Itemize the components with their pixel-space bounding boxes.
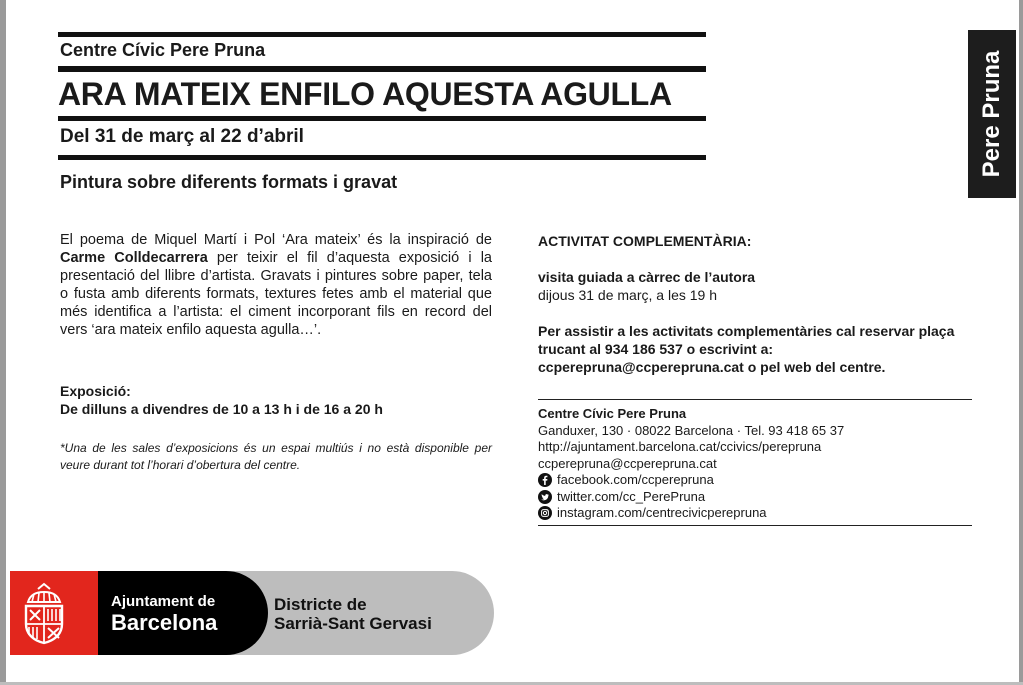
exhibition-label: Exposició: bbox=[60, 383, 131, 399]
side-tab-label: Pere Pruna bbox=[978, 50, 1005, 178]
instagram-icon bbox=[538, 506, 552, 520]
facebook-icon bbox=[538, 473, 552, 487]
district-line1: Districte de bbox=[274, 595, 367, 614]
contact-name: Centre Cívic Pere Pruna bbox=[538, 406, 687, 421]
visit-when: dijous 31 de març, a les 19 h bbox=[538, 287, 717, 303]
exhibition-note: *Una de les sales d’exposicions és un espai multiús i no està disponible per veure durant tot l’horari d’obertura del centre. bbox=[60, 441, 492, 472]
district-line2: Sarrià-Sant Gervasi bbox=[274, 614, 432, 633]
contact-address: Ganduxer, 130 · 08022 Barcelona · Tel. 93 418 65 37 bbox=[538, 422, 845, 438]
header-rule-dates-bottom bbox=[58, 155, 706, 160]
description-paragraph bbox=[60, 231, 492, 339]
side-tab bbox=[968, 30, 1016, 198]
instagram-row[interactable] bbox=[538, 505, 972, 522]
twitter-row[interactable] bbox=[538, 489, 972, 506]
twitter-icon bbox=[538, 490, 552, 504]
facebook-row[interactable] bbox=[538, 472, 972, 489]
barcelona-shield-icon bbox=[22, 580, 66, 646]
header-rule-top bbox=[58, 32, 706, 37]
exhibition-dates: Del 31 de març al 22 d’abril bbox=[60, 126, 304, 147]
header-rule-title-bottom bbox=[58, 116, 706, 121]
contact-web-link[interactable]: http://ajuntament.barcelona.cat/ccivics/perepruna bbox=[538, 439, 822, 454]
header-rule-title-top bbox=[58, 66, 706, 72]
exhibition-subtitle: Pintura sobre diferents formats i gravat bbox=[60, 172, 398, 192]
activity-title: ACTIVITAT COMPLEMENTÀRIA: bbox=[538, 233, 752, 249]
contact-rule-bottom bbox=[538, 525, 972, 526]
reservation-text: Per assistir a les activitats complementàries cal reservar plaça trucant al 934 186 537 o escrivint a: ccperepruna@ccperepruna.cat o pel web del centre. bbox=[538, 323, 955, 375]
frame-right-border bbox=[1019, 0, 1023, 685]
ajuntament-line2: Barcelona bbox=[111, 610, 218, 635]
facebook-link[interactable]: facebook.com/ccperepruna bbox=[557, 472, 714, 487]
instagram-link[interactable]: instagram.com/centrecivicperepruna bbox=[557, 505, 767, 520]
exhibition-title: ARA MATEIX ENFILO AQUESTA AGULLA bbox=[58, 76, 672, 112]
twitter-link[interactable]: twitter.com/cc_PerePruna bbox=[557, 488, 706, 504]
contact-email-link[interactable]: ccperepruna@ccperepruna.cat bbox=[538, 455, 717, 471]
visit-title: visita guiada a càrrec de l’autora bbox=[538, 269, 756, 285]
frame-left-border bbox=[0, 0, 6, 685]
venue-name: Centre Cívic Pere Pruna bbox=[60, 40, 266, 60]
description-part2: per teixir el fil d’aquesta exposició i la presentació del llibre d’artista. Gravats i pintures sobre paper, tela o fusta amb diferents formats, textures fetes amb el material que més identifica a l’artista: el ciment incorporant fils en record del vers ‘ara mateix enfilo aquesta agulla…’. bbox=[60, 250, 492, 338]
contact-block bbox=[538, 406, 972, 522]
exhibition-hours: De dilluns a divendres de 10 a 13 h i de 16 a 20 h bbox=[60, 401, 383, 417]
artist-name: Carme Colldecarrera bbox=[60, 250, 208, 266]
contact-rule-top bbox=[538, 399, 972, 400]
description-part1: El poema de Miquel Martí i Pol ‘Ara mateix’ és la inspiració de bbox=[60, 232, 492, 248]
ajuntament-line1: Ajuntament de bbox=[111, 593, 216, 610]
